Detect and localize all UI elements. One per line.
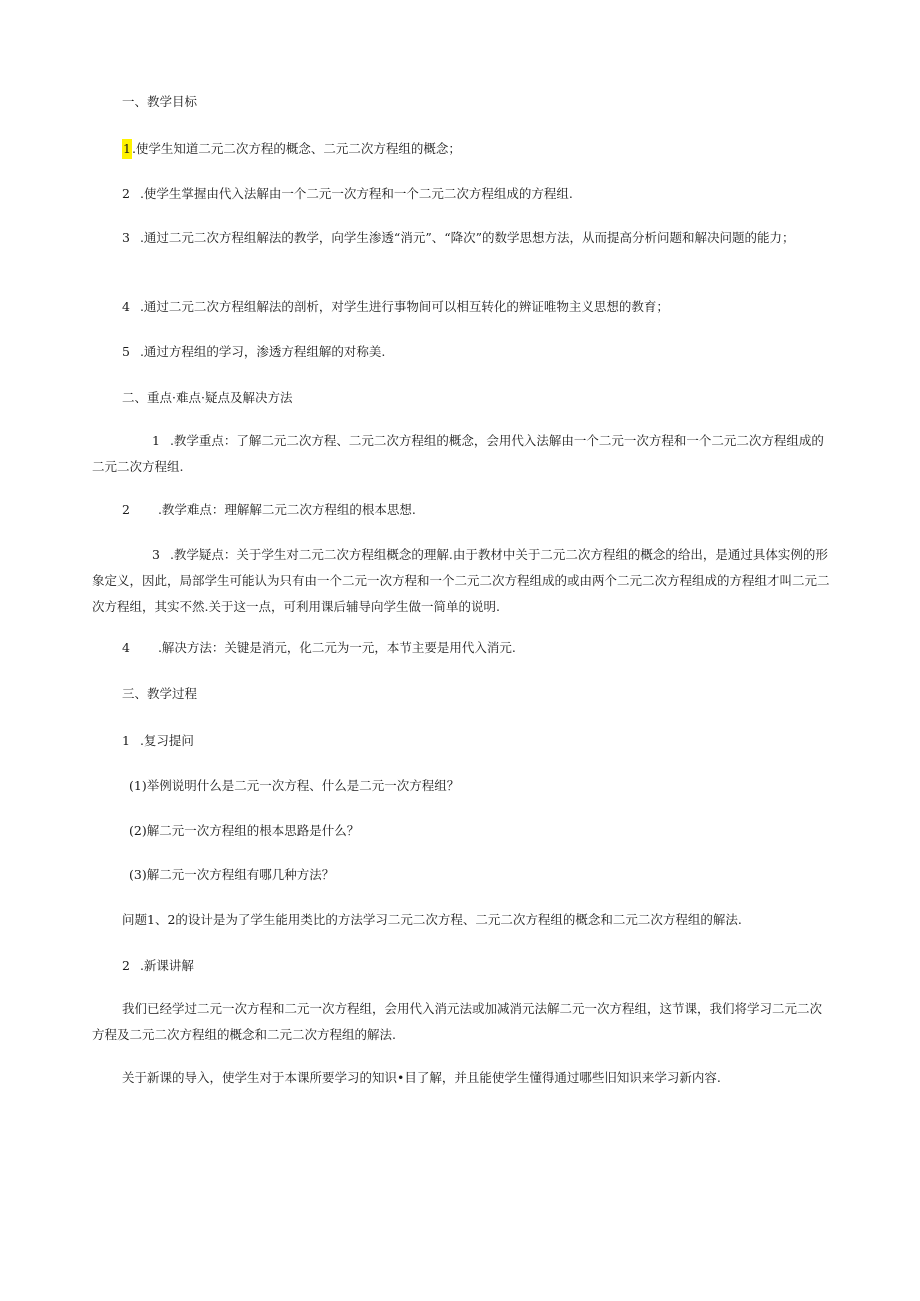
goal-text: .通过二元二次方程组解法的教学，向学生渗透“消元”、“降次”的数学思想方法，从而提高分析问题和解决问题的能力；	[139, 230, 795, 245]
goal-number: 5	[122, 344, 130, 359]
point-text: .教学难点：理解解二元二次方程组的根本思想.	[157, 502, 416, 517]
section-heading-goals: 一、教学目标	[122, 94, 198, 109]
design-note: 问题1、2的设计是为了学生能用类比的方法学习二元二次方程、二元二次方程组的概念和二元二次方程组的解法.	[122, 912, 742, 927]
goal-item-2	[122, 184, 573, 204]
question-2: (2)解二元一次方程组的根本思路是什么？	[129, 823, 360, 838]
point-item-3	[92, 542, 834, 620]
step-number: 1	[122, 733, 130, 748]
point-number: 2	[122, 502, 130, 517]
goal-number: 3	[122, 230, 130, 245]
question-1: (1)举例说明什么是二元一次方程、什么是二元一次方程组？	[129, 778, 460, 793]
point-item-4	[122, 638, 516, 658]
goal-text: .使学生掌握由代入法解由一个二元一次方程和一个二元二次方程组成的方程组.	[139, 186, 573, 201]
point-text: .教学重点：了解二元二次方程、二元二次方程组的概念，会用代入法解由一个二元一次方程和一个二元二次方程组成的二元二次方程组.	[92, 433, 824, 474]
question-3: (3)解二元一次方程组有哪几种方法？	[129, 867, 335, 882]
point-item-2	[122, 500, 416, 520]
point-number: 1	[152, 433, 160, 448]
intro-note: 关于新课的导入，使学生对于本课所要学习的知识•目了解，并且能使学生懂得通过哪些旧知识来学习新内容.	[122, 1070, 721, 1085]
step-title: .新课讲解	[139, 958, 194, 973]
goal-item-1	[122, 139, 461, 159]
goal-text: .通过二元二次方程组解法的剖析，对学生进行事物间可以相互转化的辨证唯物主义思想的教育；	[139, 299, 669, 314]
point-number: 4	[122, 640, 130, 655]
review-title	[122, 731, 194, 751]
goal-item-5	[122, 342, 385, 362]
section-heading-process: 三、教学过程	[122, 686, 198, 701]
point-text: .解决方法：关键是消元，化二元为一元，本节主要是用代入消元.	[157, 640, 516, 655]
goal-text: .通过方程组的学习，渗透方程组解的对称美.	[139, 344, 386, 359]
point-number: 3	[152, 547, 160, 562]
goal-number: 4	[122, 299, 130, 314]
goal-number: 2	[122, 186, 130, 201]
goal-number-highlighted: 1	[122, 139, 132, 159]
new-lesson-paragraph: 我们已经学过二元一次方程和二元一次方程组，会用代入消元法或加减消元法解二元一次方程组，这节课，我们将学习二元二次方程及二元二次方程组的概念和二元二次方程组的解法.	[92, 1001, 823, 1042]
section-heading-key-points: 二、重点·难点·疑点及解决方法	[122, 390, 293, 405]
goal-text: .使学生知道二元二次方程的概念、二元二次方程组的概念；	[131, 141, 461, 156]
point-text: .教学疑点：关于学生对二元二次方程组概念的理解.由于教材中关于二元二次方程组的概念的给出，是通过具体实例的形象定义，因此，局部学生可能认为只有由一个二元一次方程和一个二元二次方程组成的或由两个二元二次方程组成的方程组才叫二元二次方程组，其实不然.关于这一点，可利用课后辅导向学生做一简单的说明.	[92, 547, 830, 614]
goal-item-4	[122, 297, 669, 317]
point-item-1	[92, 428, 834, 480]
step-title: .复习提问	[139, 733, 194, 748]
goal-item-3	[122, 225, 834, 251]
new-lesson-title	[122, 956, 194, 976]
step-number: 2	[122, 958, 130, 973]
